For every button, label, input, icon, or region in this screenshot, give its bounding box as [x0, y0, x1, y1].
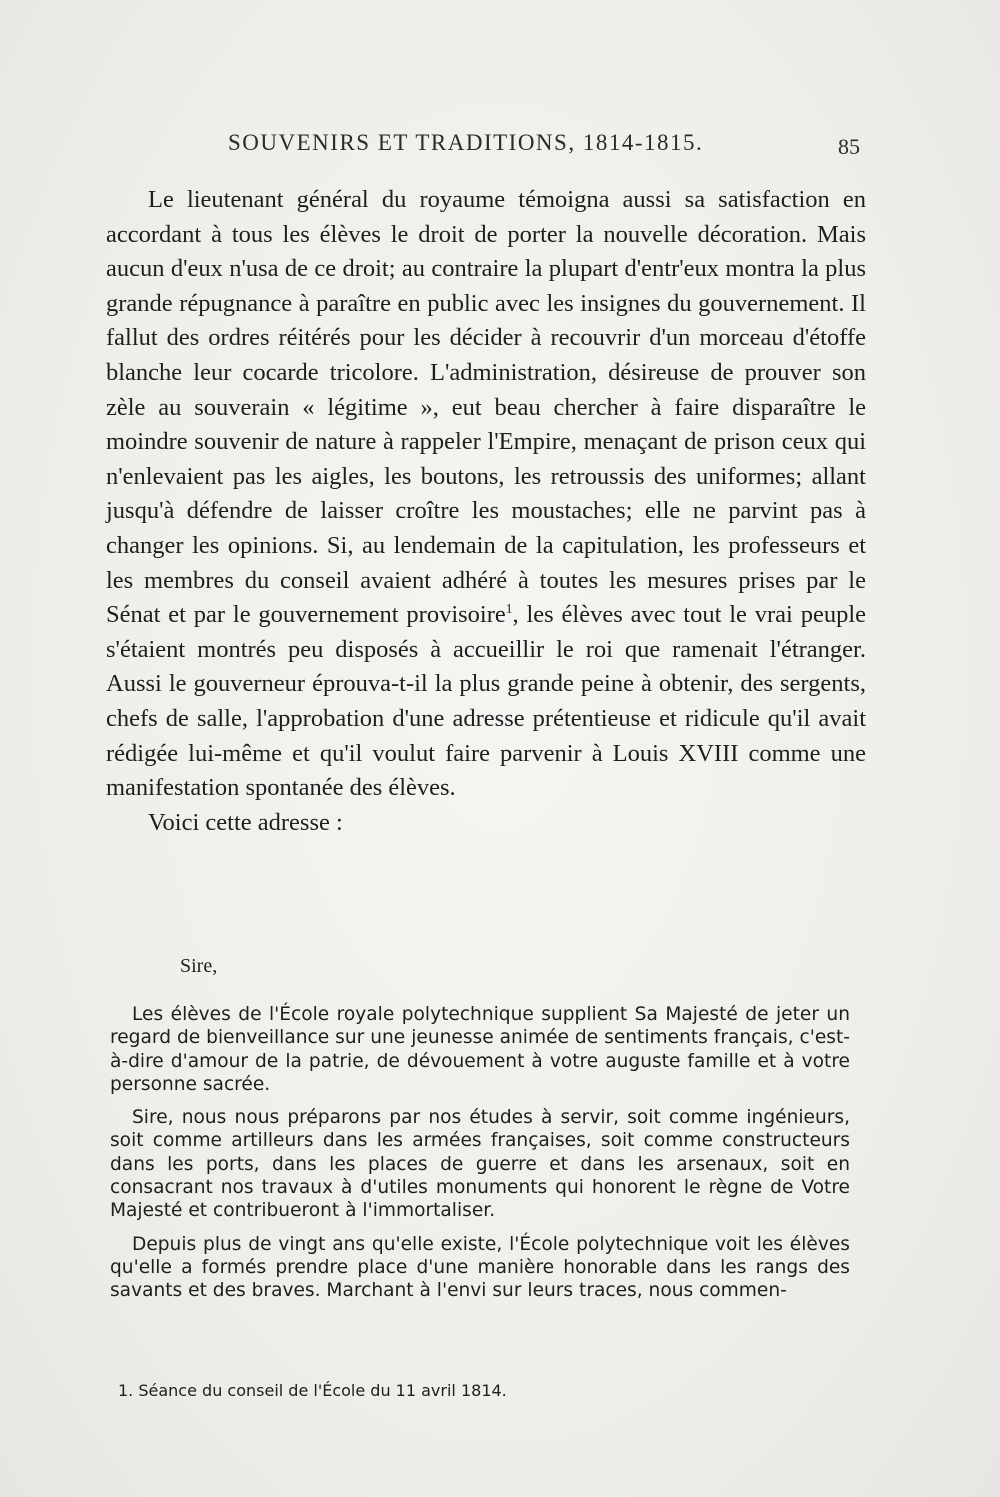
page-number: 85 — [838, 134, 860, 159]
body-paragraph-1-part-a: Le lieutenant général du royaume témoigna aussi sa satisfaction en accordant à tous les élèves le droit de porter la nouvelle décoration. Mais aucun d'eux n'usa de ce droit; au contraire la plupart d'entr'eux montra la plus grande répugnance à paraître en public avec les insignes du gouvernement. Il fallut des ordres réitérés pour les décider à recouvrir d'un morceau d'étoffe blanche leur cocarde tricolore. L'administration, désireuse de prouver son zèle au souverain « légitime », eut beau chercher à faire disparaître le moindre souvenir de nature à rappeler l'Empire, menaçant de prison ceux qui n'enlevaient pas les aigles, les boutons, les retroussis des uniformes; allant jusqu'à défendre de laisser croître les moustaches; elle ne parvint pas à changer les opinions. Si, au lendemain de la capitulation, les professeurs et les membres du conseil avaient adhéré à toutes les mesures prises par le Sénat et par le gouvernement provisoire — [106, 186, 866, 629]
letter-paragraph-2: Sire, nous nous préparons par nos études à servir, soit comme ingénieurs, soit comme artilleurs dans les armées françaises, soit comme constructeurs dans les ports, dans les places de guerre et dans les arsenaux, soit en consacrant nos travaux à d'utiles monuments qui honorent le règne de Votre Majesté et contribueront à l'immortaliser. — [110, 1107, 850, 1222]
body-paragraph-2: Voici cette adresse : — [148, 808, 343, 836]
letter-paragraph-3: Depuis plus de vingt ans qu'elle existe, l'École polytechnique voit les élèves qu'elle a formés prendre place d'une manière honorable dans les rangs des savants et des braves. Marchant à l'envi sur leurs traces, nous commen- — [110, 1233, 850, 1302]
body-paragraph-1-part-b: , les élèves avec tout le vrai peuple s'étaient montrés peu disposés à accueillir le roi que ramenait l'étranger. Aussi le gouverneur éprouva-t-il la plus grande peine à obtenir, des sergents, chefs de salle, l'approbation d'une adresse prétentieuse et ridicule qu'il avait rédigée lui-même et qu'il voulut faire parvenir à Louis XVIII comme une manifestation spontanée des élèves. — [106, 601, 866, 802]
running-head: SOUVENIRS ET TRADITIONS, 1814-1815. — [228, 130, 704, 155]
footnote-marker: 1. — [118, 1381, 134, 1400]
page-header — [0, 130, 1000, 160]
footnote — [118, 1381, 507, 1400]
letter-paragraph-1: Les élèves de l'École royale polytechnique supplient Sa Majesté de jeter un regard de bienveillance sur une jeunesse animée de sentiments français, c'est-à-dire d'amour de la patrie, de dévouement à votre auguste famille et à votre personne sacrée. — [110, 1004, 850, 1095]
footnote-reference: 1 — [505, 600, 513, 616]
footnote-text: Séance du conseil de l'École du 11 avril 1814. — [138, 1381, 507, 1400]
letter-text — [110, 1003, 850, 1313]
body-text — [106, 183, 866, 840]
letter-salutation: Sire, — [180, 955, 218, 977]
body-paragraph-1 — [106, 183, 866, 806]
